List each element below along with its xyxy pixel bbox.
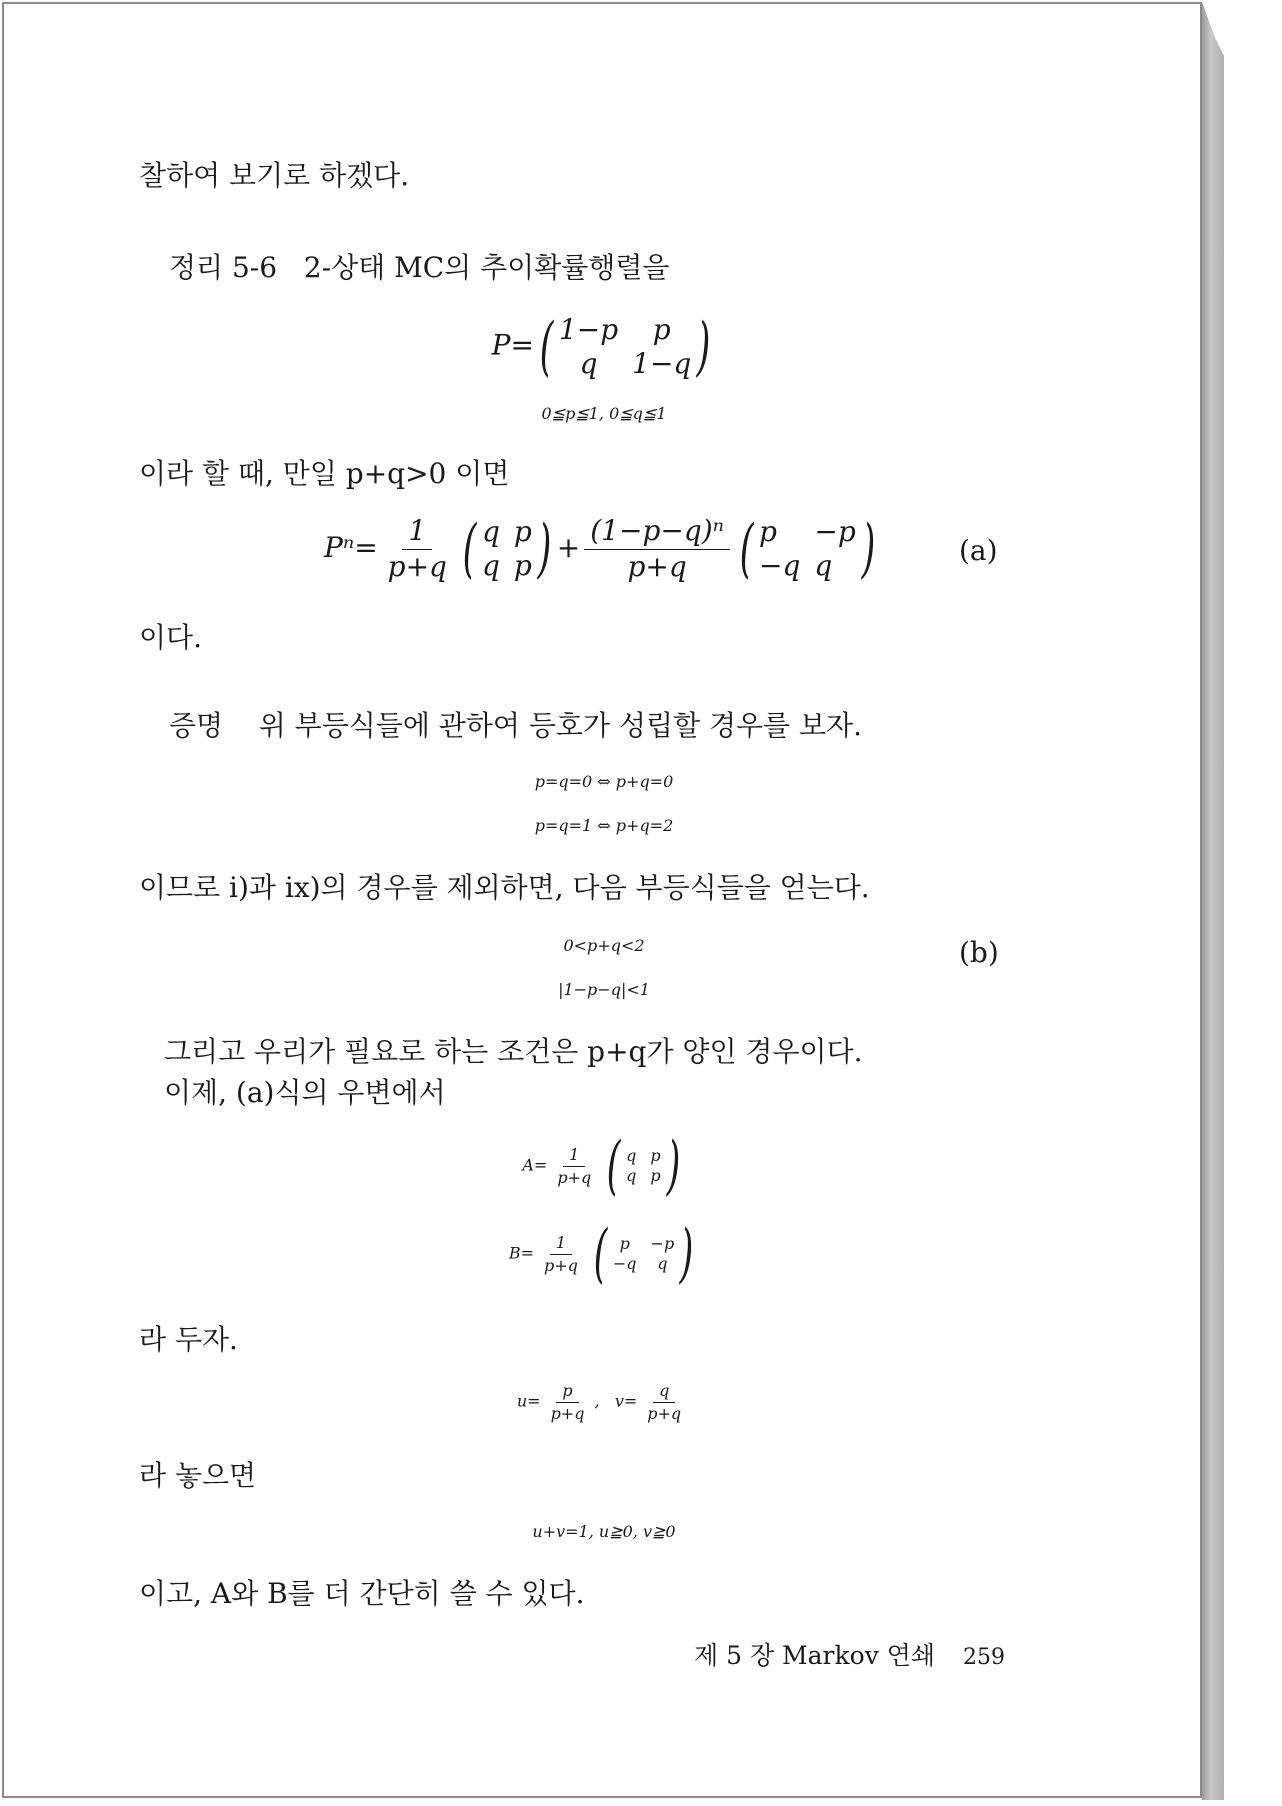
fraction-1: $\frac{1}{p+q}$ [387,514,447,583]
page-number: 259 [963,1645,1006,1670]
matrix-1: ( q p q p ) [462,512,552,587]
proof-label: 증명 [169,709,224,742]
fraction-2: $\frac{\text{(1−p−q)ⁿ}}{p+q}$ [584,516,730,583]
proof-text: 위 부등식들에 관하여 등호가 성립할 경우를 보자. [258,709,862,742]
condition-positive-line: 그리고 우리가 필요로 하는 조건은 p+q가 양인 경우이다. [164,1035,863,1068]
p-matrix-lhs: P= [491,328,534,362]
matrix-2: ( p −p −q q ) [739,512,876,587]
theorem-text: 2-상태 MC의 추이확률행렬을 [303,251,670,284]
uv-definition: u= $\frac{p}{p+q}$ , v= $\frac{q}{p+q}$ [516,1381,682,1423]
theorem-label: 정리 5-6 [169,251,278,284]
ida-line: 이다. [139,621,202,654]
p-matrix: ( 1−p p q 1−q ) [539,310,711,385]
ra-duja-line: 라 두자. [139,1323,238,1356]
uv-sum: u+v=1, u≧0, v≧0 [532,1522,676,1541]
page-edge-shadow [1202,2,1224,1800]
a-definition: A= $\frac{1}{p+q}$ ( q p q p ) [522,1129,681,1203]
exclude-line: 이므로 i)과 ix)의 경우를 제외하면, 다음 부등식들을 얻는다. [139,871,870,904]
p-matrix-equation [4,310,1204,385]
proof-heading [169,709,862,742]
constraint-line: 0≦p≦1, 0≦q≦1 [541,404,667,423]
equation-b-line2: |1−p−q|<1 [558,980,650,999]
page-footer [694,1636,1005,1672]
equation-b-line1: 0<p+q<2 [563,936,645,955]
equation-label-b: (b) [959,936,999,969]
equation-pq1: p=q=1 ⇔ p+q=2 [534,816,674,835]
theorem-heading [169,251,670,284]
document-page [2,2,1202,1798]
equation-label-a: (a) [959,534,998,567]
now-line: 이제, (a)식의 우변에서 [164,1076,446,1109]
condition-line: 이라 할 때, 만일 p+q>0 이면 [139,457,510,490]
b-definition: B= $\frac{1}{p+q}$ ( p −p −q q ) [508,1217,694,1291]
equation-pq0: p=q=0 ⇔ p+q=0 [534,772,674,791]
equation-a: Pⁿ= $\frac{1}{p+q}$ ( q p q p ) + $\frac{\text{(1−p−q)ⁿ}}{p+q}$ ( p −p −q q ) [324,516,881,583]
last-line: 이고, A와 B를 더 간단히 쓸 수 있다. [139,1577,585,1610]
text-line-1: 찰하여 보기로 하겠다. [139,159,410,192]
footer-chapter: 제 5 장 Markov 연쇄 [694,1641,936,1670]
ra-noeumyeon-line: 라 놓으면 [139,1459,257,1492]
